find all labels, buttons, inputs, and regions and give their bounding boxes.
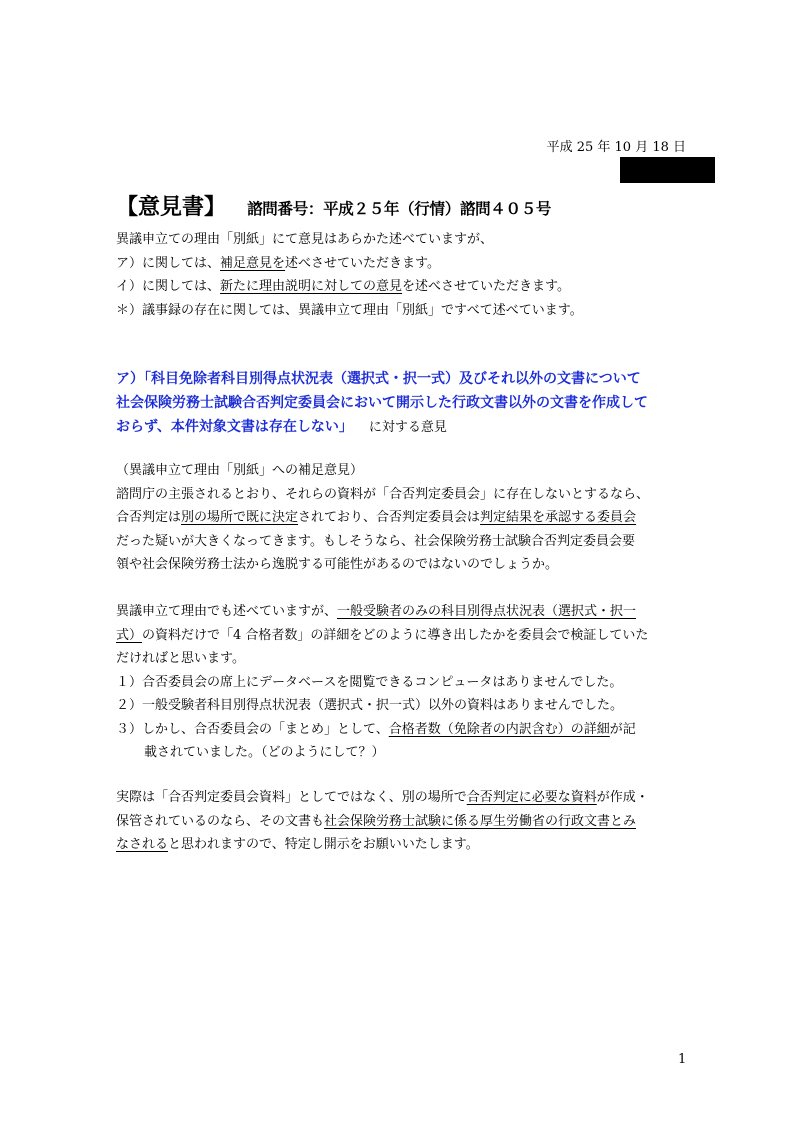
- text-span: が作成・: [596, 790, 649, 805]
- section-a-heading: [116, 367, 648, 440]
- para3-block: [116, 786, 649, 857]
- section-a-line: 社会保険労務士試験合否判定委員会において開示した行政文書以外の文書を作成して: [116, 395, 648, 411]
- para3-line: [116, 810, 649, 834]
- document-heading: [116, 190, 551, 221]
- text-span: ３）しかし、合否委員会の「まとめ」として、: [116, 721, 389, 737]
- page-number: 1: [678, 1052, 687, 1067]
- para2-line: だければと思います。: [116, 651, 245, 666]
- intro-line: [116, 252, 583, 276]
- text-span: 異議申立て理由でも述べていますが、: [116, 604, 338, 619]
- text-span: 保管されているのなら、その文書も: [116, 813, 325, 829]
- text-span: ア）に関しては、: [116, 255, 221, 271]
- text-span: の資料だけで「4 合格者数」の詳細をどのように導き出したかを委員会で検証していた: [142, 627, 649, 643]
- redacted-block: [620, 157, 715, 183]
- supplement-line: 領や社会保険労務士法から逸脱する可能性があるのではないのでしょうか。: [116, 557, 559, 572]
- underlined-text: 新たに理由説明に対しての意見: [220, 279, 403, 294]
- text-span: イ）に関しては、: [116, 279, 221, 294]
- document-date: 平成 25 年 10 月 18 日: [546, 140, 686, 155]
- section-a-line: ア）「科目免除者科目別得点状況表（選択式・択一式）及びそれ以外の文書について: [116, 371, 641, 387]
- text-span: と思われますので、特定し開示をお願いいたします。: [168, 837, 479, 852]
- para2-line: [116, 600, 648, 624]
- text-span: を述べさせていただきます。: [402, 279, 570, 294]
- document-title: 【意見書】: [116, 195, 227, 220]
- intro-block: [116, 228, 583, 322]
- section-a-line: [116, 415, 648, 440]
- text-span: が記: [609, 721, 636, 737]
- underlined-text: 合格者数（免除者の内訳含む）の詳細: [388, 721, 610, 737]
- list-item: １）合否委員会の席上にデータベースを閲覧できるコンピュータはありませんでした。: [116, 674, 623, 690]
- underlined-text: 別の場所で既に決定: [181, 510, 299, 525]
- underlined-text: 一般受験者のみの科目別得点状況表（選択式・択一: [337, 604, 637, 619]
- underlined-text: 式）: [116, 627, 143, 643]
- text-span: おらず、本件対象文書は存在しない」: [116, 419, 353, 435]
- section-a-suffix: に対する意見: [368, 420, 447, 435]
- supplement-line: 諮問庁の主張されるとおり、それらの資料が「合否判定委員会」に存在しないとするなら、: [116, 486, 650, 502]
- intro-line: [116, 275, 583, 299]
- intro-line: 異議申立ての理由「別紙」にて意見はあらかた述べていますが、: [116, 232, 494, 247]
- underlined-text: 補足意見を: [220, 255, 286, 271]
- para3-line: [116, 786, 649, 810]
- supplement-block: [116, 459, 649, 577]
- list-item: ２）一般受験者科目別得点状況表（選択式・択一式）以外の資料はありませんでした。: [116, 698, 624, 713]
- underlined-text: 判定結果を承認する委員会: [480, 510, 637, 525]
- supplement-line: （異議申立て理由「別紙」への補足意見）: [116, 463, 364, 478]
- underlined-text: 合否判定に必要な資料: [466, 790, 597, 805]
- supplement-line: だった疑いが大きくなってきます。もしそうなら、社会保険労務士試験合否判定委員会要: [116, 533, 635, 549]
- text-span: 実際は「合否判定委員会資料」としてではなく、別の場所で: [116, 790, 467, 805]
- supplement-line: [116, 506, 649, 530]
- underlined-text: 社会保険労務士試験に係る厚生労働省の行政文書とみ: [324, 813, 637, 829]
- text-span: 述べさせていただきます。: [285, 255, 440, 271]
- text-span: 合否判定は: [116, 510, 182, 525]
- para3-line: [116, 833, 649, 857]
- para2-block: [116, 600, 648, 765]
- inquiry-number: 諮問番号：平成２５年（行情）諮問４０５号: [247, 200, 552, 218]
- text-span: されており、合否判定委員会は: [298, 510, 481, 525]
- list-item: [116, 718, 648, 742]
- underlined-text: なされる: [116, 837, 169, 852]
- list-item-continuation: 載されていました。（どのようにして？）: [144, 745, 385, 760]
- para2-line: [116, 624, 648, 648]
- intro-line: ＊）議事録の存在に関しては、異議申立て理由「別紙」ですべて述べています。: [116, 302, 583, 318]
